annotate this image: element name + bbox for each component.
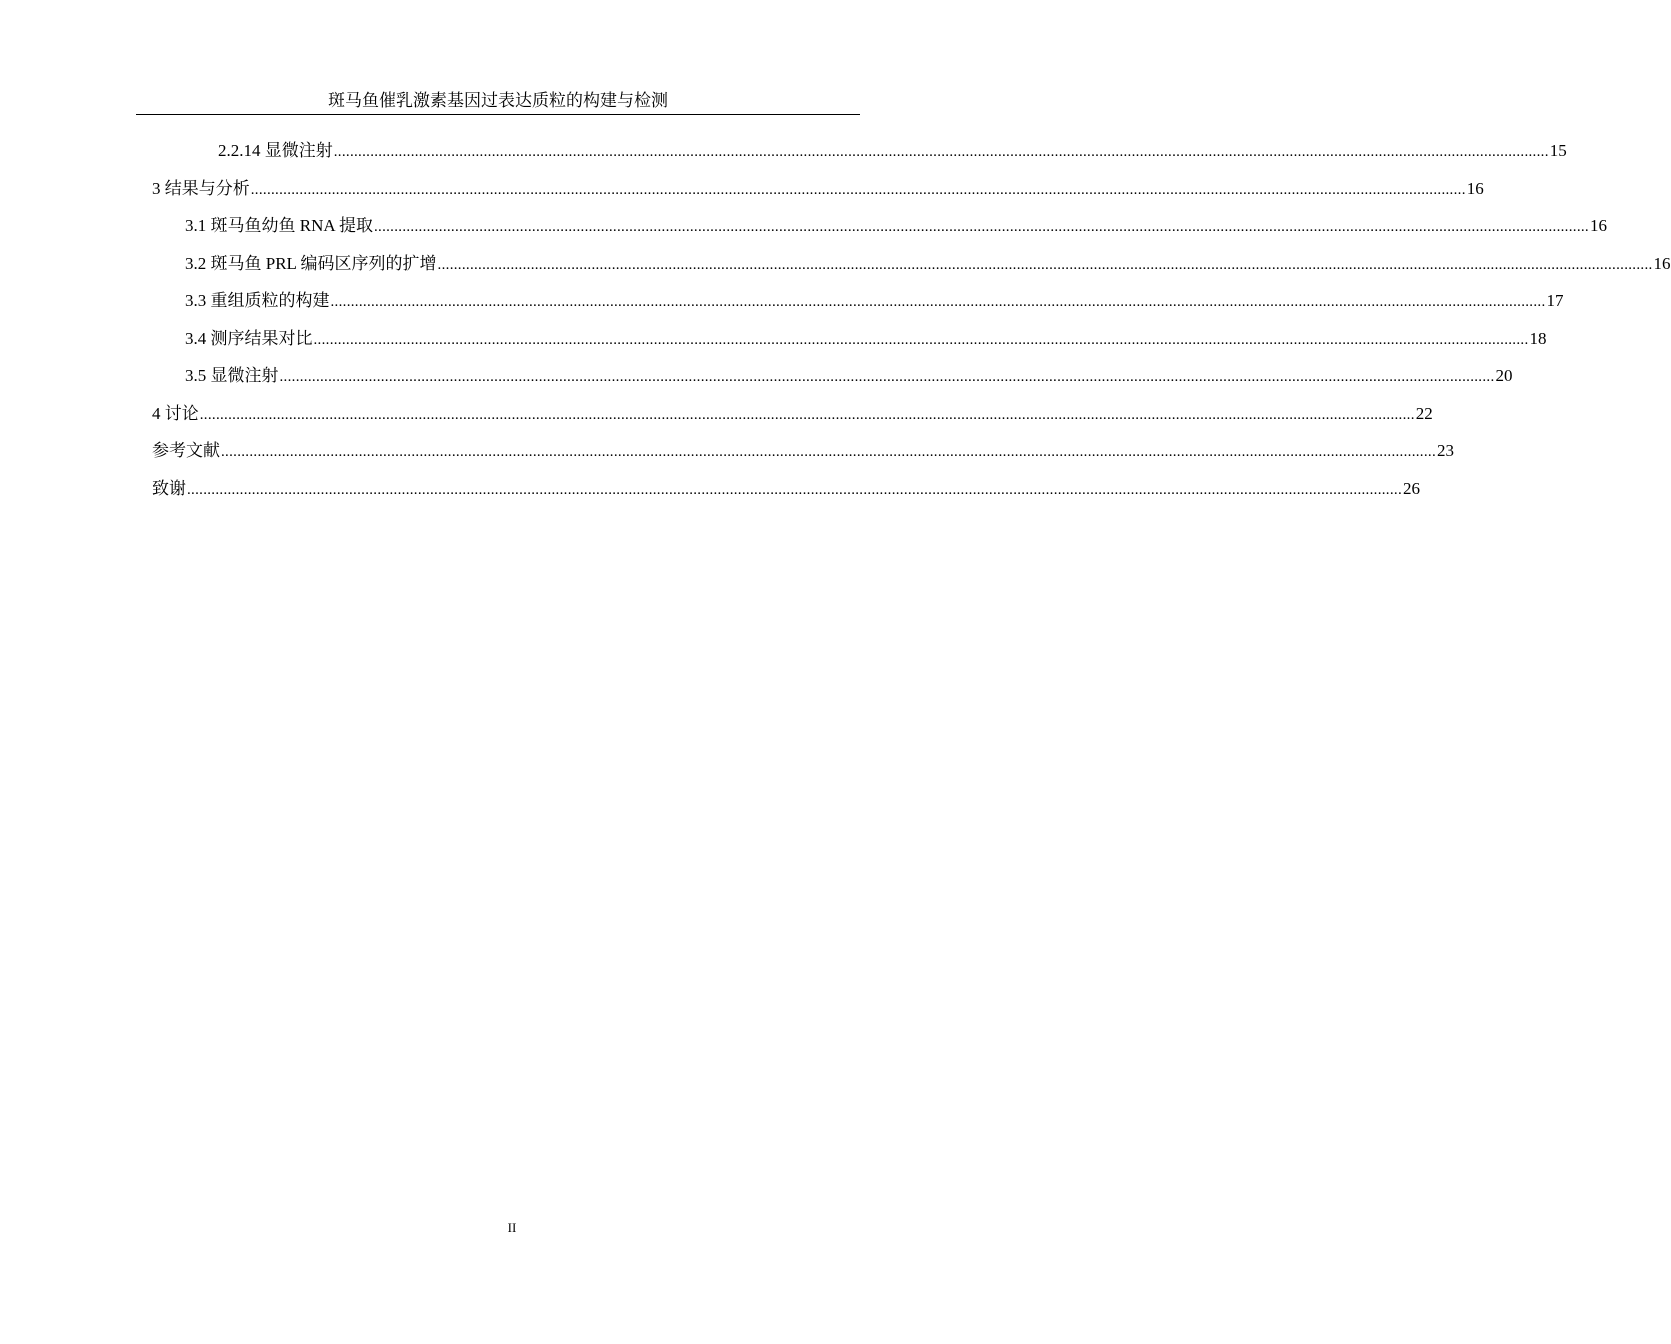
page-footer bbox=[0, 1218, 1024, 1238]
toc-entry-3[interactable] bbox=[152, 170, 1484, 207]
toc-entry-title: 4 讨论 bbox=[152, 403, 199, 423]
toc-entry-3-5[interactable] bbox=[185, 357, 1513, 394]
toc-entry-2-2-14[interactable] bbox=[218, 132, 1567, 169]
dot-leader: ............................................................................................................................................................................................................................................................................................................ bbox=[187, 481, 1402, 498]
toc-entry-page: 26 bbox=[1403, 478, 1420, 498]
toc-entry-3-4[interactable] bbox=[185, 320, 1547, 357]
dot-leader: ............................................................................................................................................................................................................................................................................................................ bbox=[373, 219, 1589, 235]
toc-entry-title: 3.3 重组质粒的构建 bbox=[185, 291, 330, 310]
toc-entry-4[interactable] bbox=[152, 395, 1433, 432]
page-number: II bbox=[507, 1220, 517, 1235]
toc-entry-page: 20 bbox=[1495, 366, 1513, 385]
dot-leader: ............................................................................................................................................................................................................................................................................................................ bbox=[221, 444, 1436, 460]
toc-entry-page: 16 bbox=[1589, 216, 1607, 235]
toc-entry-page: 16 bbox=[1653, 253, 1671, 273]
toc-entry-title: 致谢 bbox=[152, 478, 186, 498]
dot-leader: ............................................................................................................................................................................................................................................................................................................ bbox=[313, 331, 1529, 348]
toc-entry-page: 17 bbox=[1546, 291, 1564, 310]
document-title: 斑马鱼催乳激素基因过表达质粒的构建与检测 bbox=[328, 91, 668, 110]
toc-entry-page: 18 bbox=[1529, 328, 1547, 348]
toc-entry-page: 16 bbox=[1466, 178, 1484, 198]
dot-leader: ............................................................................................................................................................................................................................................................................................................ bbox=[250, 181, 1466, 198]
toc-entry-title: 3.2 斑马鱼 PRL 编码区序列的扩增 bbox=[185, 253, 437, 273]
toc-entry-3-2[interactable] bbox=[185, 245, 1671, 282]
toc-entry-references[interactable] bbox=[152, 432, 1454, 469]
dot-leader: ............................................................................................................................................................................................................................................................................................................ bbox=[330, 294, 1546, 310]
toc-entry-title: 3.1 斑马鱼幼鱼 RNA 提取 bbox=[185, 216, 373, 235]
toc-entry-page: 23 bbox=[1437, 441, 1454, 460]
running-header bbox=[136, 88, 860, 115]
toc-entry-title: 3.4 测序结果对比 bbox=[185, 328, 313, 348]
toc-entry-3-3[interactable] bbox=[185, 282, 1564, 319]
dot-leader: ............................................................................................................................................................................................................................................................................................................ bbox=[437, 256, 1653, 273]
toc-entry-page: 15 bbox=[1549, 141, 1567, 160]
toc-entry-acknowledgements[interactable] bbox=[152, 470, 1420, 507]
toc-entry-page: 22 bbox=[1415, 403, 1433, 423]
toc-entry-title: 2.2.14 显微注射 bbox=[218, 141, 333, 160]
toc-entry-title: 3 结果与分析 bbox=[152, 178, 250, 198]
toc-entry-title: 3.5 显微注射 bbox=[185, 366, 279, 385]
toc-entry-3-1[interactable] bbox=[185, 207, 1607, 244]
dot-leader: ............................................................................................................................................................................................................................................................................................................ bbox=[333, 144, 1549, 160]
dot-leader: ............................................................................................................................................................................................................................................................................................................ bbox=[199, 406, 1415, 423]
toc-entry-title: 参考文献 bbox=[152, 441, 220, 460]
dot-leader: ............................................................................................................................................................................................................................................................................................................ bbox=[279, 369, 1495, 385]
